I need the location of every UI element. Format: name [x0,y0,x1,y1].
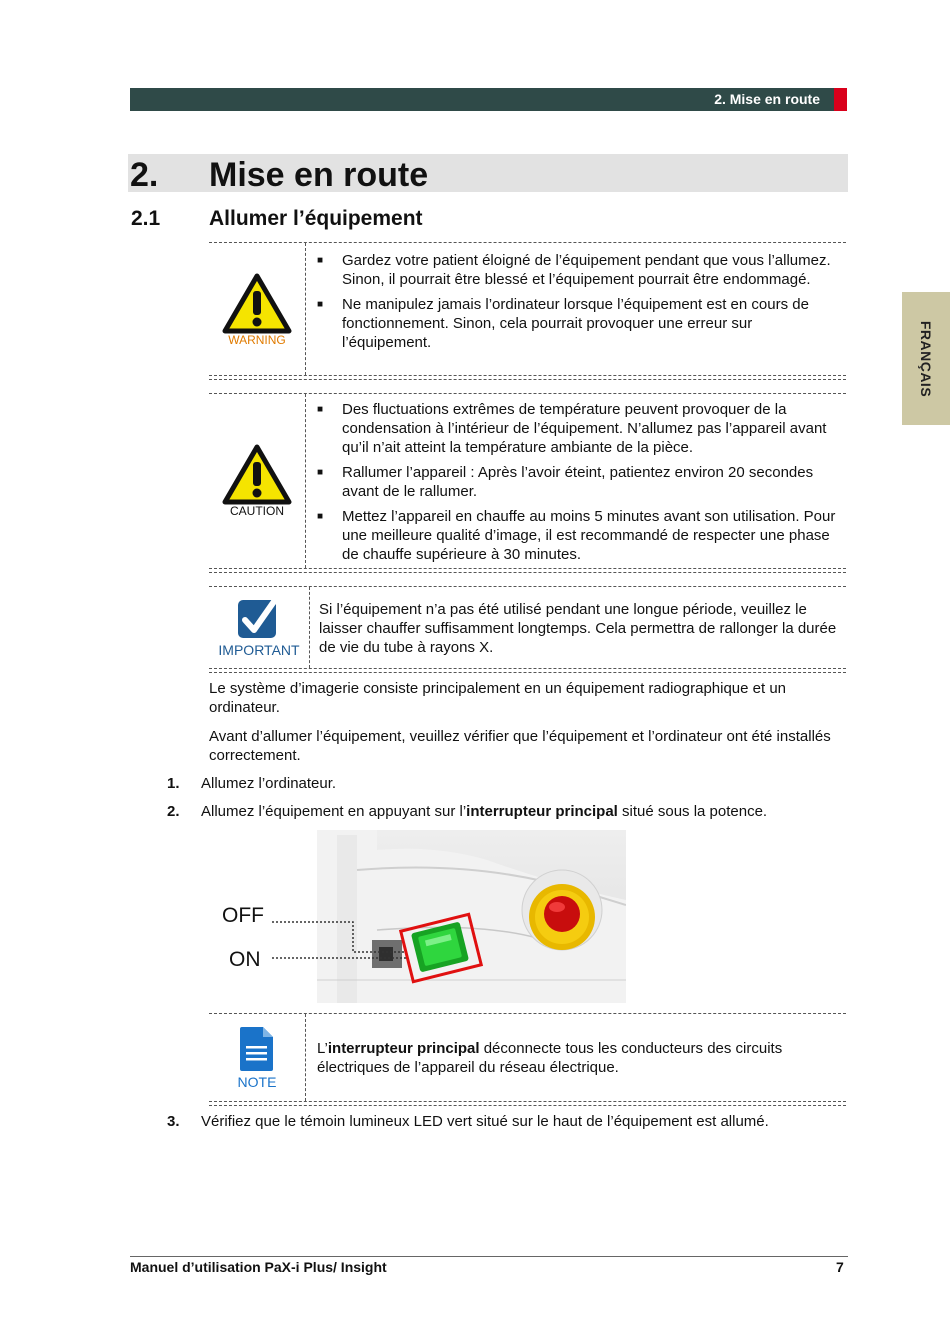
page-number: 7 [836,1259,844,1275]
warning-box [209,242,846,376]
warning-icon-column [209,243,306,375]
footer-divider [130,1256,848,1257]
document-icon [239,1026,275,1072]
warning-icon [222,273,292,335]
section-title: Allumer l’équipement [209,207,423,230]
step-text: Vérifiez que le témoin lumineux LED vert situé sur le haut de l’équipement est allumé. [201,1113,769,1130]
list-item: ■ Ne manipulez jamais l’ordinateur lorsque l’équipement est en cours de fonctionnement. Sinon, cela pourrait provoquer une erreur sur l’équipement. [317,296,809,351]
section-number: 2.1 [131,207,161,230]
important-box [209,586,846,669]
caution-box [209,393,846,569]
checkmark-icon [237,597,279,641]
main-switch-photo [317,830,626,1003]
bold-term: interrupteur principal [327,1040,480,1057]
step-number: 2. [167,803,180,820]
body-paragraph: Le système d’imagerie consiste principalement en un équipement radiographique et un ordinateur. [209,680,787,716]
caution-content [317,400,838,570]
body-paragraph: Avant d’allumer l’équipement, veuillez vérifier que l’équipement et l’ordinateur ont été installés correctement. [209,728,831,764]
caution-icon [222,444,292,506]
header-accent [834,88,847,111]
step-number: 1. [167,775,180,792]
list-item: ■ Gardez votre patient éloigné de l’équipement pendant que vous l’allumez. Sinon, il pourrait être blessé et l’équipement pourrait être endommagé. [317,252,831,288]
list-item: ■ Rallumer l’appareil : Après l’avoir éteint, patientez environ 20 secondes avant de le rallumer. [317,464,814,500]
note-label: NOTE [237,1074,277,1090]
warning-content [317,251,838,358]
running-header [130,88,834,111]
important-content [319,600,838,657]
note-content [317,1039,838,1077]
caution-label: CAUTION [230,504,284,518]
chapter-number: 2. [130,156,159,194]
bold-term: interrupteur principal [466,803,618,820]
language-tab-label: FRANÇAIS [918,320,934,397]
step-text: Allumez l’équipement en appuyant sur l’interrupteur principal situé sous la potence. [201,803,768,820]
on-label: ON [229,948,261,971]
note-box [209,1013,846,1102]
running-header-title: 2. Mise en route [714,91,820,107]
off-label: OFF [222,904,264,927]
equipment-illustration [317,830,626,1003]
caution-icon-column [209,394,306,568]
note-text: L’interrupteur principal déconnecte tous les conducteurs des circuits électriques de l’appareil du réseau électrique. [317,1040,783,1076]
chapter-title: Mise en route [209,156,429,194]
list-item: ■ Des fluctuations extrêmes de température peuvent provoquer de la condensation à l’intérieur de l’équipement. N’allumez pas l’appareil avant qu’il n’ait atteint la température ambiante de la pièce. [317,401,827,456]
important-text: Si l’équipement n’a pas été utilisé pendant une longue période, veuillez le laisser chauffer suffisamment longtemps. Cela permettra de rallonger la durée de vie du tube à rayons X. [319,601,837,656]
important-label: IMPORTANT [218,642,300,658]
footer-manual-title: Manuel d’utilisation PaX-i Plus/ Insight [130,1259,387,1275]
important-icon-column [209,587,310,668]
language-tab [902,292,950,425]
step-text: Allumez l’ordinateur. [201,775,337,792]
chapter-heading [128,154,848,192]
note-icon-column [209,1014,306,1101]
warning-label: WARNING [228,333,286,347]
list-item: ■ Mettez l’appareil en chauffe au moins 5 minutes avant son utilisation. Pour une meilleure qualité d’image, il est recommandé de respecter une phase de chauffe supérieure à 30 minutes. [317,508,836,563]
step-number: 3. [167,1113,180,1130]
